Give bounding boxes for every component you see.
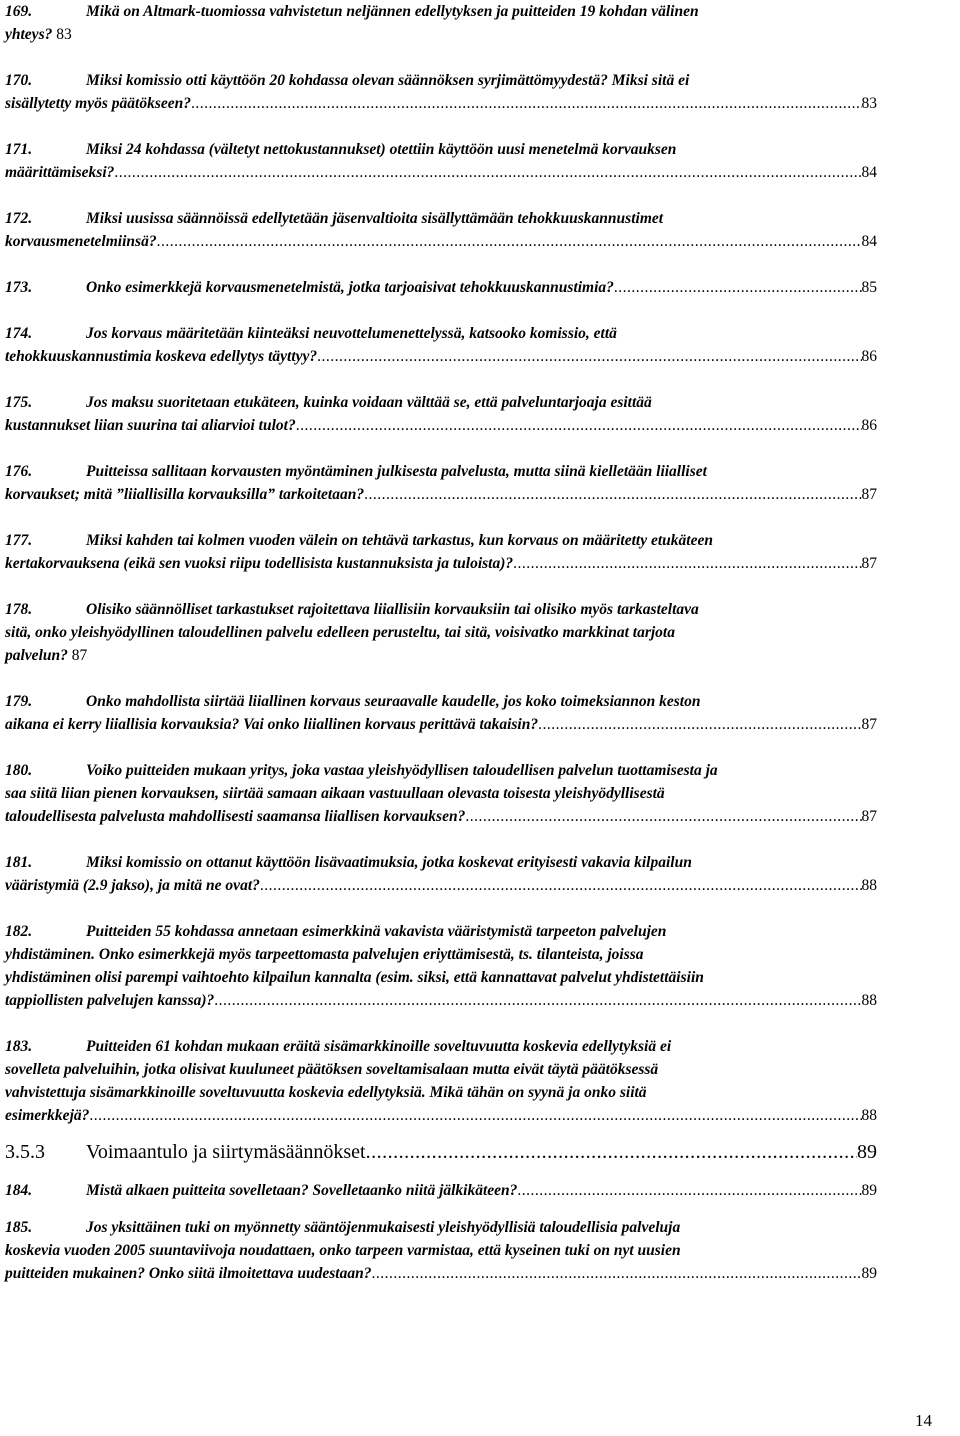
leader-dots [517, 1179, 861, 1202]
toc-entry-line [5, 644, 877, 667]
entry-number: 183. [5, 1038, 33, 1055]
toc-entry-173[interactable] [5, 276, 877, 299]
entry-number: 177. [5, 532, 33, 549]
toc-entry-182[interactable] [5, 920, 877, 1012]
section-title: Voimaantulo ja siirtymäsäännökset [86, 1141, 366, 1163]
leader-dots [89, 1104, 861, 1127]
toc-entry-line [5, 1081, 877, 1104]
leader-dots [260, 874, 862, 897]
toc-entry-185[interactable] [5, 1216, 877, 1285]
entry-number: 175. [5, 394, 33, 411]
entry-text: puitteiden mukainen? Onko siitä ilmoitettava uudestaan? [5, 1265, 372, 1282]
toc-entry-183[interactable] [5, 1035, 877, 1127]
entry-number: 178. [5, 601, 33, 618]
toc-entry-line [5, 966, 877, 989]
toc-entry-170[interactable] [5, 69, 877, 115]
toc-entry-line [5, 874, 877, 897]
entry-page: 83 [56, 26, 72, 43]
entry-text: Puitteiden 55 kohdassa annetaan esimerkkinä vakavista vääristymistä tarpeeton palvelujen [86, 923, 667, 940]
entry-text: tappiollisten palvelujen kanssa)? [5, 992, 215, 1009]
entry-number: 181. [5, 854, 33, 871]
toc-entry-line [5, 460, 877, 483]
entry-number: 173. [5, 279, 33, 296]
entry-text: Miksi uusissa säännöissä edellytetään jäsenvaltioita sisällyttämään tehokkuuskannustimet [86, 210, 664, 227]
toc-entry-line [5, 483, 877, 506]
leader-dots [214, 989, 861, 1012]
entry-number: 170. [5, 72, 33, 89]
toc-entry-line [5, 161, 877, 184]
toc-entry-174[interactable] [5, 322, 877, 368]
toc-entry-line [5, 23, 877, 46]
toc-entry-184[interactable] [5, 1179, 877, 1202]
leader-dots [296, 414, 862, 437]
leader-dots [366, 1139, 857, 1165]
toc-entry-line [5, 598, 877, 621]
entry-text: Miksi kahden tai kolmen vuoden välein on tehtävä tarkastus, kun korvaus on määritetty etukäteen [86, 532, 713, 549]
entry-number: 169. [5, 3, 33, 20]
entry-text: Jos yksittäinen tuki on myönnetty sääntöjenmukaisesti yleishyödyllisiä taloudellisia palveluja [86, 1219, 681, 1236]
entry-number: 182. [5, 923, 33, 940]
entry-page: 89 [861, 1182, 877, 1199]
entry-text: palvelun? [5, 647, 68, 664]
entry-number: 179. [5, 693, 33, 710]
entry-text: kustannukset liian suurina tai aliarvioi tulot? [5, 417, 296, 434]
entry-page: 89 [861, 1265, 877, 1282]
toc-entry-169[interactable] [5, 0, 877, 46]
entry-page: 84 [861, 164, 877, 181]
leader-dots [191, 92, 862, 115]
entry-text: korvaukset; mitä ”liiallisilla korvauksilla” tarkoitetaan? [5, 486, 365, 503]
entry-text: Puitteiden 61 kohdan mukaan eräitä sisämarkkinoille soveltuvuutta koskevia edellytyksiä ei [86, 1038, 672, 1055]
entry-page: 83 [861, 95, 877, 112]
toc-entry-177[interactable] [5, 529, 877, 575]
toc-entry-180[interactable] [5, 759, 877, 828]
toc-entry-line [5, 805, 877, 828]
entry-text: vahvistettuja sisämarkkinoille soveltuvuutta koskevia edellytyksiä. Mikä tähän on syynä ja onko siitä [5, 1084, 647, 1101]
entry-text: tehokkuuskannustimia koskeva edellytys täyttyy? [5, 348, 318, 365]
entry-text: määrittämiseksi? [5, 164, 115, 181]
entry-text: yhdistäminen. Onko esimerkkejä myös tarpeettomasta palvelujen eriyttämisestä, ts. tilanteista, joissa [5, 946, 644, 963]
entry-text: taloudellisesta palvelusta mahdollisesti saamansa liiallisen korvauksen? [5, 808, 466, 825]
toc-entry-line [5, 1179, 877, 1202]
entry-text: Puitteissa sallitaan korvausten myöntäminen julkisesta palvelusta, mutta siinä kielletään liialliset [86, 463, 707, 480]
entry-text: yhdistäminen olisi parempi vaihtoehto kilpailun kannalta (esim. siksi, että kannattavat palvelut yhdistettäisiin [5, 969, 704, 986]
entry-text: koskevia vuoden 2005 suuntaviivoja noudattaen, onko tarpeen varmistaa, että kyseinen tuki on nyt uusien [5, 1242, 681, 1259]
entry-page: 87 [861, 555, 877, 572]
entry-text: Miksi komissio otti käyttöön 20 kohdassa olevan säännöksen syrjimättömyydestä? Miksi sitä ei [86, 72, 690, 89]
entry-number: 176. [5, 463, 33, 480]
toc-entry-line [5, 782, 877, 805]
entry-text: vääristymiä (2.9 jakso), ja mitä ne ovat? [5, 877, 260, 894]
toc-entry-175[interactable] [5, 391, 877, 437]
leader-dots [614, 276, 862, 299]
entry-number: 172. [5, 210, 33, 227]
entry-text: Onko esimerkkejä korvausmenetelmistä, jotka tarjoaisivat tehokkuuskannustimia? [86, 279, 614, 296]
toc-entry-line [5, 391, 877, 414]
toc-entry-line [5, 529, 877, 552]
entry-number: 171. [5, 141, 33, 158]
entry-text: Mikä on Altmark-tuomiossa vahvistetun neljännen edellytyksen ja puitteiden 19 kohdan välinen [86, 3, 699, 20]
entry-text: sisällytetty myös päätökseen? [5, 95, 191, 112]
entry-text: saa siitä liian pienen korvauksen, siirtää samaan aikaan vastuullaan olevasta toisesta yleishyödyllisestä [5, 785, 665, 802]
toc-entry-line [5, 1239, 877, 1262]
toc-entry-line [5, 92, 877, 115]
toc-entries [5, 0, 877, 1127]
toc-entry-line [5, 851, 877, 874]
entry-text: Jos korvaus määritetään kiinteäksi neuvottelumenettelyssä, katsooko komissio, että [86, 325, 617, 342]
section-number: 3.5.3 [5, 1141, 45, 1163]
toc-entry-line [5, 414, 877, 437]
entry-number: 184. [5, 1182, 33, 1199]
entry-page: 88 [861, 1107, 877, 1124]
toc-entry-line [5, 713, 877, 736]
toc-entry-line [5, 943, 877, 966]
entry-page: 88 [861, 992, 877, 1009]
toc-entry-line [5, 690, 877, 713]
entry-page: 87 [861, 716, 877, 733]
page-number: 14 [915, 1411, 932, 1430]
toc-entry-line [5, 1262, 877, 1285]
entry-text: korvausmenetelmiinsä? [5, 233, 157, 250]
leader-dots [513, 552, 861, 575]
toc-section-heading[interactable] [5, 1139, 877, 1165]
leader-dots [157, 230, 862, 253]
toc-entry-line [5, 552, 877, 575]
section-page: 89 [857, 1141, 877, 1163]
leader-dots [317, 345, 861, 368]
toc-entry-178[interactable] [5, 598, 877, 667]
entry-text: Olisiko säännölliset tarkastukset rajoitettava liiallisiin korvauksiin tai olisiko myös tarkasteltava [86, 601, 699, 618]
entry-text: sovelleta palveluihin, jotka olisivat kuuluneet päätöksen soveltamisalaan mutta eivät täytä päätöksessä [5, 1061, 659, 1078]
leader-dots [538, 713, 861, 736]
toc-entry-181[interactable] [5, 851, 877, 897]
toc-entry-line [5, 1104, 877, 1127]
entry-page: 86 [861, 348, 877, 365]
entry-text: Mistä alkaen puitteita sovelletaan? Sovelletaanko niitä jälkikäteen? [86, 1182, 518, 1199]
toc-entry-line [5, 1035, 877, 1058]
toc-entry-line [5, 322, 877, 345]
entry-number: 174. [5, 325, 33, 342]
entry-text: Onko mahdollista siirtää liiallinen korvaus seuraavalle kaudelle, jos koko toimeksiannon keston [86, 693, 701, 710]
entry-number: 180. [5, 762, 33, 779]
toc-entry-line [5, 621, 877, 644]
table-of-contents [5, 0, 877, 1294]
entry-text: esimerkkejä? [5, 1107, 90, 1124]
toc-entry-line [5, 69, 877, 92]
entry-text: sitä, onko yleishyödyllinen taloudellinen palvelu edelleen perusteltu, tai sitä, voisivatko markkinat tarjota [5, 624, 675, 641]
entry-text: Jos maksu suoritetaan etukäteen, kuinka voidaan välttää se, että palveluntarjoaja esittää [86, 394, 652, 411]
toc-entry-line [5, 276, 877, 299]
toc-entry-line [5, 1216, 877, 1239]
toc-entry-line [5, 0, 877, 23]
entry-page: 85 [861, 279, 877, 296]
entry-text: yhteys? [5, 26, 53, 43]
toc-entry-line [5, 989, 877, 1012]
entry-text: aikana ei kerry liiallisia korvauksia? Vai onko liiallinen korvaus perittävä takaisin? [5, 716, 539, 733]
toc-entry-line [5, 138, 877, 161]
entry-text: Miksi 24 kohdassa (vältetyt nettokustannukset) otettiin käyttöön uusi menetelmä korvauksen [86, 141, 677, 158]
entry-page: 88 [861, 877, 877, 894]
leader-dots [465, 805, 861, 828]
entry-page: 87 [71, 647, 88, 664]
toc-entry-179[interactable] [5, 690, 877, 736]
toc-entry-line [5, 230, 877, 253]
leader-dots [114, 161, 861, 184]
entry-page: 86 [861, 417, 877, 434]
toc-entry-176[interactable] [5, 460, 877, 506]
entry-number: 185. [5, 1219, 33, 1236]
entry-text: kertakorvauksena (eikä sen vuoksi riipu todellisista kustannuksista ja tuloista)? [5, 555, 514, 572]
entry-page: 87 [861, 808, 877, 825]
entry-text: Miksi komissio on ottanut käyttöön lisävaatimuksia, jotka koskevat erityisesti vakavia kilpailun [86, 854, 692, 871]
toc-entry-172[interactable] [5, 207, 877, 253]
entry-page: 87 [861, 486, 877, 503]
toc-entry-line [5, 207, 877, 230]
leader-dots [371, 1262, 861, 1285]
entry-text: Voiko puitteiden mukaan yritys, joka vastaa yleishyödyllisen taloudellisen palvelun tuottamisesta ja [86, 762, 718, 779]
leader-dots [364, 483, 861, 506]
toc-entry-line [5, 345, 877, 368]
toc-entries-2 [5, 1179, 877, 1285]
entry-page: 84 [861, 233, 877, 250]
toc-entry-line [5, 1058, 877, 1081]
toc-entry-171[interactable] [5, 138, 877, 184]
toc-entry-line [5, 759, 877, 782]
toc-entry-line [5, 920, 877, 943]
